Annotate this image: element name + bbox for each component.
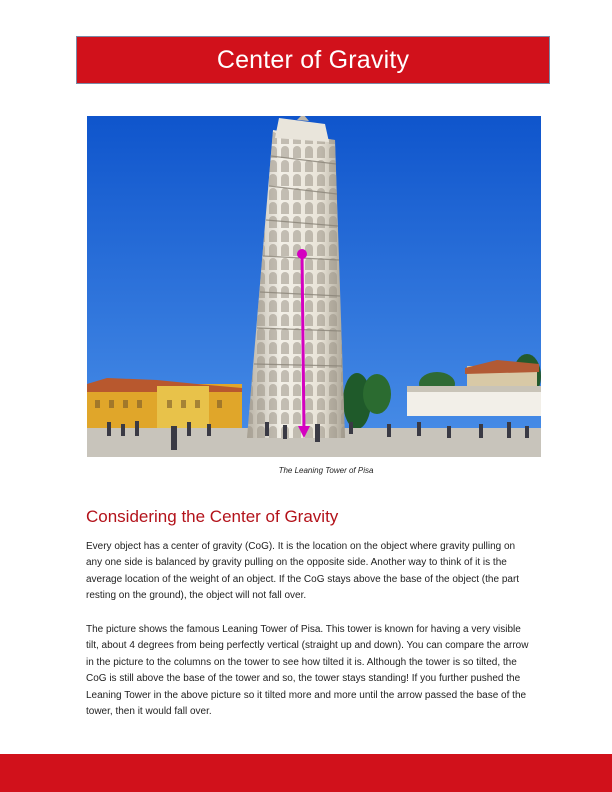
figure-caption: The Leaning Tower of Pisa — [278, 466, 374, 475]
leaning-tower-photo — [87, 116, 541, 457]
title-banner — [76, 36, 550, 84]
paragraph-cog-definition: Every object has a center of gravity (CoG). It is the location on the object where gravity pulling on any one side is balanced by gravity pulling on the opposite side. Another way to think of it is the average location of the weight of an object. If the CoG stays above the base of the object (the part resting on the ground), the object will not fall over. — [86, 541, 520, 602]
footer-bar — [0, 754, 612, 792]
section-heading: Considering the Center of Gravity — [86, 507, 339, 526]
page-title: Center of Gravity — [216, 45, 410, 74]
leaning-tower-illustration — [87, 116, 541, 457]
cog-marker — [297, 249, 307, 259]
paragraph-pisa-explanation: The picture shows the famous Leaning Tower of Pisa. This tower is known for having a very visible tilt, about 4 degrees from being perfectly vertical (straight up and down). You can compare the arrow in the picture to the columns on the tower to see how tilted it is. Although the tower is so tilted, the CoG is still above the base of the tower and so, the tower stays standing! If you further pushed the Leaning Tower in the above picture so it tilted more and more until the arrow passed the base of the tower, then it would fall over. — [86, 624, 529, 718]
